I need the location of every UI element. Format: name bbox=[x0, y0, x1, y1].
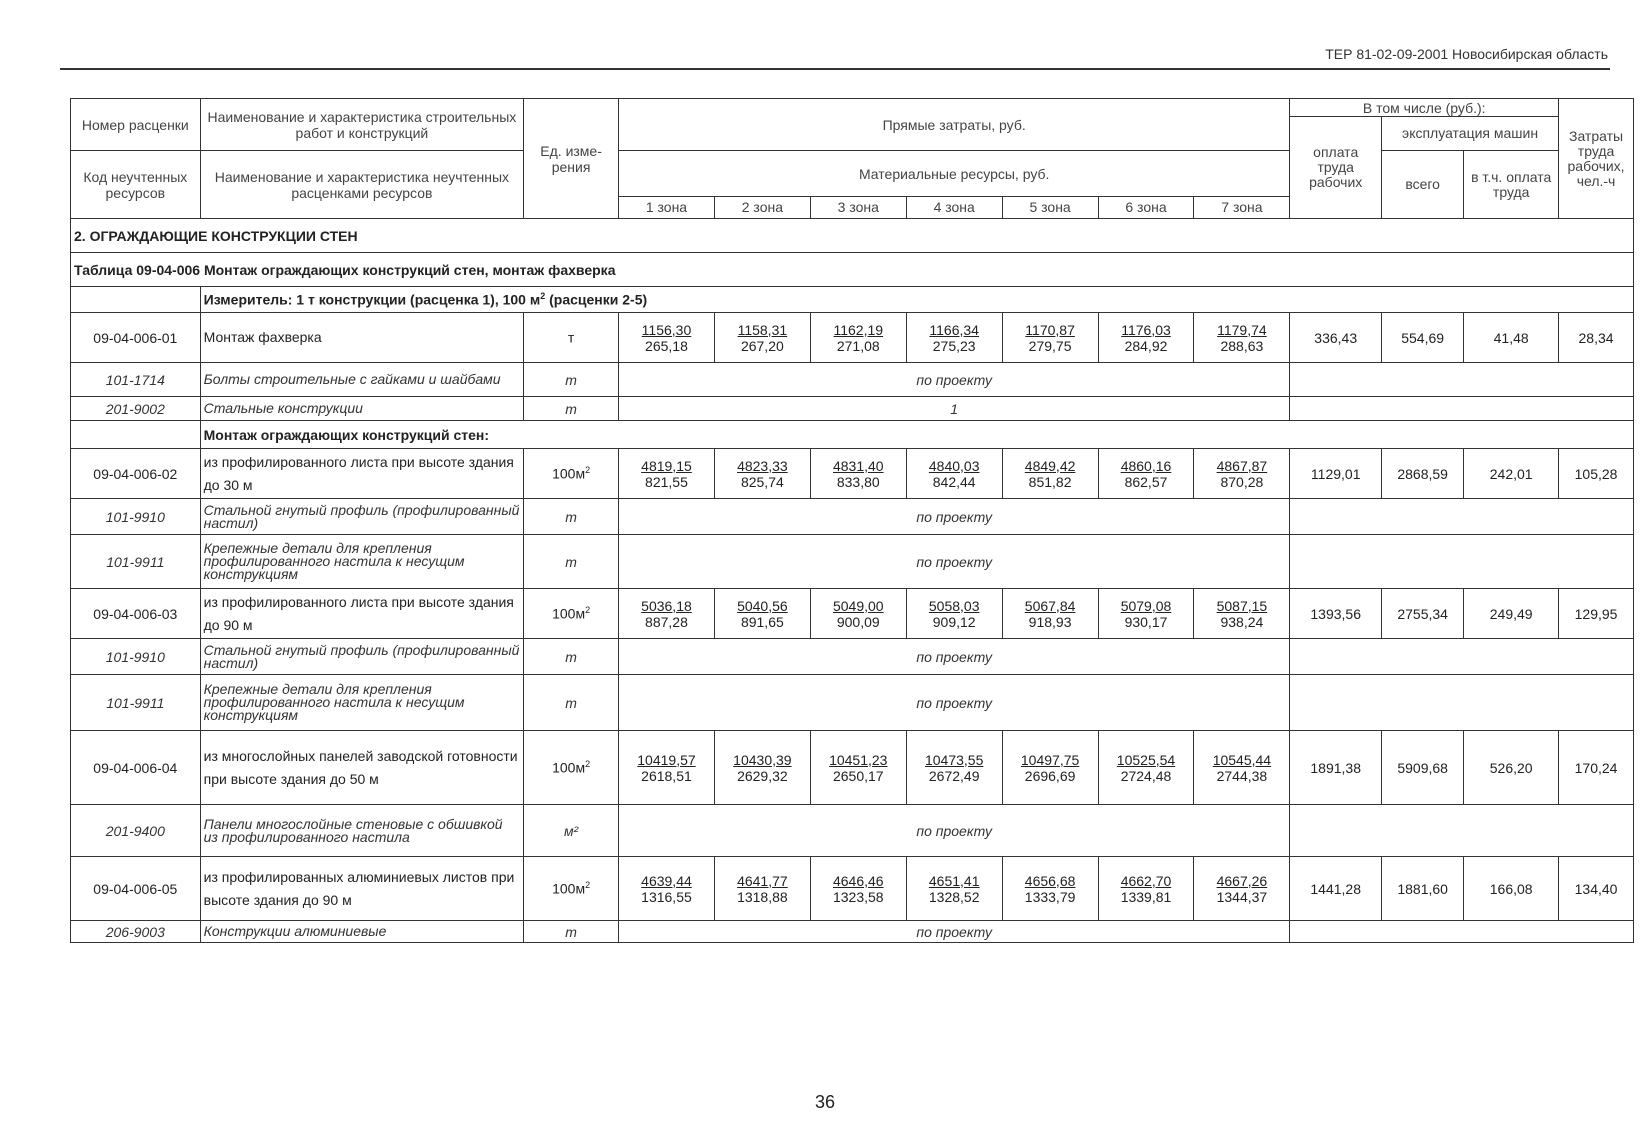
material-cost: 2724,48 bbox=[1120, 767, 1172, 784]
rate-row bbox=[71, 313, 1634, 363]
material-cost: 2696,69 bbox=[1024, 767, 1076, 784]
rate-name: из многослойных панелей заводской готовности при высоте здания до 50 м bbox=[200, 731, 524, 805]
zone-cost-5 bbox=[1002, 731, 1098, 805]
resource-value: по проекту bbox=[619, 921, 1290, 943]
resource-unit: т bbox=[524, 921, 619, 943]
rate-unit-sup: 2 bbox=[585, 605, 591, 616]
zone-cost-7 bbox=[1194, 731, 1290, 805]
resource-unit: т bbox=[524, 499, 619, 535]
head-number: Номер расценки bbox=[71, 99, 201, 151]
material-cost: 862,57 bbox=[1124, 473, 1168, 490]
head-machines-wage: в т.ч. оплата труда bbox=[1464, 151, 1559, 219]
resource-unit: т bbox=[524, 639, 619, 675]
material-cost: 2744,38 bbox=[1216, 767, 1268, 784]
material-cost: 851,82 bbox=[1028, 473, 1072, 490]
direct-cost: 1158,31 bbox=[737, 321, 788, 338]
measure-spacer bbox=[71, 287, 201, 313]
wage-cost: 1891,38 bbox=[1290, 731, 1382, 805]
labor-hours: 105,28 bbox=[1559, 449, 1634, 499]
material-cost: 1316,55 bbox=[641, 888, 692, 905]
resource-code: 206-9003 bbox=[71, 921, 201, 943]
rate-unit bbox=[524, 313, 619, 363]
zone-cost-6 bbox=[1098, 449, 1194, 499]
resource-code: 201-9002 bbox=[71, 397, 201, 421]
zone-cost-7 bbox=[1194, 313, 1290, 363]
zone-cost-2 bbox=[714, 857, 810, 921]
head-machines-total: всего bbox=[1382, 151, 1464, 219]
zone-cost-1 bbox=[619, 589, 715, 639]
material-cost: 900,09 bbox=[836, 613, 880, 630]
resource-unit: т bbox=[524, 675, 619, 731]
zone-cost-7 bbox=[1194, 857, 1290, 921]
material-cost: 887,28 bbox=[645, 613, 688, 630]
resource-empty bbox=[1290, 805, 1634, 857]
material-cost: 1333,79 bbox=[1024, 888, 1076, 905]
zone-cost-2 bbox=[714, 589, 810, 639]
rate-row bbox=[71, 857, 1634, 921]
zone-cost-3 bbox=[810, 449, 906, 499]
direct-cost: 10545,44 bbox=[1212, 751, 1272, 768]
resource-empty bbox=[1290, 499, 1634, 535]
zone-cost-7 bbox=[1194, 449, 1290, 499]
direct-cost: 4840,03 bbox=[928, 457, 980, 474]
direct-cost: 4646,46 bbox=[832, 872, 884, 889]
head-materials: Материальные ресурсы, руб. bbox=[619, 151, 1290, 197]
resource-name: Стальной гнутый профиль (профилированный настил) bbox=[200, 499, 524, 535]
rate-code: 09-04-006-03 bbox=[71, 589, 201, 639]
zone-cost-6 bbox=[1098, 857, 1194, 921]
zone-cost-2 bbox=[714, 449, 810, 499]
rate-code: 09-04-006-02 bbox=[71, 449, 201, 499]
resource-unit: м² bbox=[524, 805, 619, 857]
head-zone-7: 7 зона bbox=[1194, 197, 1290, 219]
direct-cost: 5040,56 bbox=[737, 597, 788, 614]
rate-name: из профилированных алюминиевых листов при высоте здания до 90 м bbox=[200, 857, 524, 921]
resource-name: Стальные конструкции bbox=[200, 397, 524, 421]
resource-row bbox=[71, 499, 1634, 535]
head-direct-costs: Прямые затраты, руб. bbox=[619, 99, 1290, 151]
resource-code: 101-9911 bbox=[71, 675, 201, 731]
resource-row bbox=[71, 921, 1634, 943]
subheading-spacer bbox=[71, 421, 201, 449]
direct-cost: 4651,41 bbox=[928, 872, 980, 889]
resource-value: по проекту bbox=[619, 499, 1290, 535]
material-cost: 930,17 bbox=[1124, 613, 1168, 630]
machine-wage-cost: 526,20 bbox=[1464, 731, 1559, 805]
resource-name: Стальной гнутый профиль (профилированный настил) bbox=[200, 639, 524, 675]
resource-row bbox=[71, 363, 1634, 397]
direct-cost: 10419,57 bbox=[637, 751, 696, 768]
resource-empty bbox=[1290, 675, 1634, 731]
resource-code: 101-9911 bbox=[71, 535, 201, 589]
resource-code: 101-9910 bbox=[71, 499, 201, 535]
labor-hours: 129,95 bbox=[1559, 589, 1634, 639]
direct-cost: 5049,00 bbox=[832, 597, 884, 614]
rate-row bbox=[71, 589, 1634, 639]
resource-name: Конструкции алюминиевые bbox=[200, 921, 524, 943]
material-cost: 870,28 bbox=[1220, 473, 1264, 490]
labor-hours: 28,34 bbox=[1559, 313, 1634, 363]
resource-row bbox=[71, 805, 1634, 857]
direct-cost: 4641,77 bbox=[737, 872, 788, 889]
material-cost: 1344,37 bbox=[1216, 888, 1268, 905]
material-cost: 891,65 bbox=[740, 613, 784, 630]
resource-row bbox=[71, 535, 1634, 589]
machine-wage-cost: 166,08 bbox=[1464, 857, 1559, 921]
head-zone-2: 2 зона bbox=[714, 197, 810, 219]
direct-cost: 10473,55 bbox=[924, 751, 984, 768]
zone-cost-4 bbox=[906, 731, 1002, 805]
rate-unit-text: 100м bbox=[552, 465, 586, 482]
direct-cost: 5058,03 bbox=[928, 597, 980, 614]
zone-cost-1 bbox=[619, 857, 715, 921]
head-unit: Ед. изме-рения bbox=[524, 99, 619, 219]
direct-cost: 10525,54 bbox=[1116, 751, 1176, 768]
material-cost: 271,08 bbox=[836, 337, 880, 354]
direct-cost: 1166,34 bbox=[929, 321, 979, 338]
material-cost: 2650,17 bbox=[832, 767, 884, 784]
machine-wage-cost: 242,01 bbox=[1464, 449, 1559, 499]
resource-name: Крепежные детали для крепления профилированного настила к несущим конструкциям bbox=[200, 535, 524, 589]
document-reference: ТЕР 81-02-09-2001 Новосибирская область bbox=[1325, 46, 1608, 62]
zone-cost-1 bbox=[619, 449, 715, 499]
direct-cost: 4819,15 bbox=[641, 457, 692, 474]
zone-cost-4 bbox=[906, 313, 1002, 363]
machine-cost: 2755,34 bbox=[1382, 589, 1464, 639]
rate-name: Монтаж фахверка bbox=[200, 313, 524, 363]
rate-name: из профилированного листа при высоте здания до 90 м bbox=[200, 589, 524, 639]
rate-unit-text: 100м bbox=[552, 759, 586, 776]
resource-value: по проекту bbox=[619, 639, 1290, 675]
resource-row bbox=[71, 397, 1634, 421]
labor-hours: 170,24 bbox=[1559, 731, 1634, 805]
section-title: 2. ОГРАЖДАЮЩИЕ КОНСТРУКЦИИ СТЕН bbox=[71, 219, 1634, 253]
machine-cost: 1881,60 bbox=[1382, 857, 1464, 921]
head-resource-code: Код неучтенных ресурсов bbox=[71, 151, 201, 219]
material-cost: 821,55 bbox=[645, 473, 688, 490]
head-including: В том числе (руб.): bbox=[1290, 99, 1559, 117]
measure-line: Измеритель: 1 т конструкции (расценка 1), 100 $м^2$ (расценки 2-5) bbox=[200, 287, 1633, 313]
direct-cost: 1162,19 bbox=[833, 321, 884, 338]
resource-unit: т bbox=[524, 363, 619, 397]
rate-unit bbox=[524, 857, 619, 921]
head-zone-1: 1 зона bbox=[619, 197, 715, 219]
resource-code: 101-1714 bbox=[71, 363, 201, 397]
material-cost: 2629,32 bbox=[737, 767, 788, 784]
direct-cost: 4656,68 bbox=[1024, 872, 1076, 889]
direct-cost: 5067,84 bbox=[1024, 597, 1076, 614]
rate-unit-sup: 2 bbox=[585, 880, 591, 891]
machine-wage-cost: 41,48 bbox=[1464, 313, 1559, 363]
material-cost: 1318,88 bbox=[737, 888, 788, 905]
material-cost: 1328,52 bbox=[928, 888, 980, 905]
zone-cost-3 bbox=[810, 313, 906, 363]
rate-unit bbox=[524, 589, 619, 639]
resource-unit: т bbox=[524, 397, 619, 421]
zone-cost-5 bbox=[1002, 313, 1098, 363]
resource-row bbox=[71, 639, 1634, 675]
material-cost: 938,24 bbox=[1220, 613, 1264, 630]
rate-unit bbox=[524, 731, 619, 805]
direct-cost: 10451,23 bbox=[829, 751, 888, 768]
material-cost: 1339,81 bbox=[1120, 888, 1172, 905]
subheading: Монтаж ограждающих конструкций стен: bbox=[200, 421, 1633, 449]
material-cost: 833,80 bbox=[836, 473, 880, 490]
head-wage: оплата труда рабочих bbox=[1290, 117, 1382, 219]
resource-empty bbox=[1290, 639, 1634, 675]
direct-cost: 1170,87 bbox=[1025, 321, 1075, 338]
resource-code: 101-9910 bbox=[71, 639, 201, 675]
rate-unit bbox=[524, 449, 619, 499]
resource-value: по проекту bbox=[619, 675, 1290, 731]
wage-cost: 1441,28 bbox=[1290, 857, 1382, 921]
zone-cost-6 bbox=[1098, 731, 1194, 805]
resource-empty bbox=[1290, 363, 1634, 397]
machine-cost: 554,69 bbox=[1382, 313, 1464, 363]
direct-cost: 4823,33 bbox=[737, 457, 788, 474]
zone-cost-5 bbox=[1002, 449, 1098, 499]
rate-unit-text: т bbox=[567, 329, 575, 346]
material-cost: 2672,49 bbox=[928, 767, 980, 784]
head-machines: эксплуатация машин bbox=[1382, 117, 1559, 151]
material-cost: 265,18 bbox=[645, 337, 688, 354]
material-cost: 842,44 bbox=[932, 473, 976, 490]
zone-cost-6 bbox=[1098, 589, 1194, 639]
wage-cost: 336,43 bbox=[1290, 313, 1382, 363]
direct-cost: 4662,70 bbox=[1120, 872, 1172, 889]
zone-cost-3 bbox=[810, 731, 906, 805]
zone-cost-2 bbox=[714, 313, 810, 363]
rate-unit-text: 100м bbox=[552, 605, 586, 622]
rate-row bbox=[71, 731, 1634, 805]
direct-cost: 4639,44 bbox=[641, 872, 692, 889]
resource-empty bbox=[1290, 535, 1634, 589]
zone-cost-1 bbox=[619, 731, 715, 805]
head-labor: Затраты труда рабочих, чел.-ч bbox=[1559, 99, 1634, 219]
zone-cost-2 bbox=[714, 731, 810, 805]
direct-cost: 1179,74 bbox=[1217, 321, 1267, 338]
labor-hours: 134,40 bbox=[1559, 857, 1634, 921]
rate-unit-sup: 2 bbox=[585, 465, 591, 476]
material-cost: 275,23 bbox=[932, 337, 976, 354]
zone-cost-1 bbox=[619, 313, 715, 363]
direct-cost: 4831,40 bbox=[832, 457, 884, 474]
direct-cost: 5079,08 bbox=[1120, 597, 1172, 614]
direct-cost: 4849,42 bbox=[1024, 457, 1076, 474]
zone-cost-5 bbox=[1002, 857, 1098, 921]
head-zone-5: 5 зона bbox=[1002, 197, 1098, 219]
machine-cost: 5909,68 bbox=[1382, 731, 1464, 805]
rate-code: 09-04-006-05 bbox=[71, 857, 201, 921]
head-zone-3: 3 зона bbox=[810, 197, 906, 219]
zone-cost-6 bbox=[1098, 313, 1194, 363]
machine-wage-cost: 249,49 bbox=[1464, 589, 1559, 639]
head-zone-6: 6 зона bbox=[1098, 197, 1194, 219]
machine-cost: 2868,59 bbox=[1382, 449, 1464, 499]
material-cost: 2618,51 bbox=[641, 767, 692, 784]
direct-cost: 1156,30 bbox=[641, 321, 692, 338]
material-cost: 288,63 bbox=[1220, 337, 1264, 354]
rate-unit-text: 100м bbox=[552, 880, 586, 897]
rates-table bbox=[70, 98, 1634, 943]
zone-cost-5 bbox=[1002, 589, 1098, 639]
resource-value: по проекту bbox=[619, 805, 1290, 857]
direct-cost: 4860,16 bbox=[1120, 457, 1172, 474]
direct-cost: 5087,15 bbox=[1216, 597, 1268, 614]
material-cost: 267,20 bbox=[740, 337, 784, 354]
resource-unit: т bbox=[524, 535, 619, 589]
header-rule bbox=[60, 68, 1610, 70]
resource-empty bbox=[1290, 921, 1634, 943]
wage-cost: 1393,56 bbox=[1290, 589, 1382, 639]
material-cost: 918,93 bbox=[1028, 613, 1072, 630]
zone-cost-3 bbox=[810, 857, 906, 921]
direct-cost: 10497,75 bbox=[1020, 751, 1080, 768]
direct-cost: 5036,18 bbox=[641, 597, 692, 614]
rate-row bbox=[71, 449, 1634, 499]
resource-value: по проекту bbox=[619, 535, 1290, 589]
resource-value: 1 bbox=[619, 397, 1290, 421]
zone-cost-7 bbox=[1194, 589, 1290, 639]
material-cost: 279,75 bbox=[1028, 337, 1072, 354]
material-cost: 284,92 bbox=[1124, 337, 1168, 354]
material-cost: 1323,58 bbox=[832, 888, 884, 905]
material-cost: 825,74 bbox=[740, 473, 784, 490]
page-number: 36 bbox=[814, 1092, 836, 1112]
direct-cost: 4667,26 bbox=[1216, 872, 1268, 889]
head-zone-4: 4 зона bbox=[906, 197, 1002, 219]
resource-code: 201-9400 bbox=[71, 805, 201, 857]
zone-cost-3 bbox=[810, 589, 906, 639]
wage-cost: 1129,01 bbox=[1290, 449, 1382, 499]
zone-cost-4 bbox=[906, 449, 1002, 499]
resource-name: Панели многослойные стеновые с обшивкой из профилированного настила bbox=[200, 805, 524, 857]
resource-value: по проекту bbox=[619, 363, 1290, 397]
rate-code: 09-04-006-01 bbox=[71, 313, 201, 363]
direct-cost: 10430,39 bbox=[733, 751, 792, 768]
rate-name: из профилированного листа при высоте здания до 30 м bbox=[200, 449, 524, 499]
material-cost: 909,12 bbox=[932, 613, 976, 630]
direct-cost: 4867,87 bbox=[1216, 457, 1268, 474]
rate-code: 09-04-006-04 bbox=[71, 731, 201, 805]
resource-name: Крепежные детали для крепления профилированного настила к несущим конструкциям bbox=[200, 675, 524, 731]
head-resource-name: Наименование и характеристика неучтенных расценками ресурсов bbox=[200, 151, 524, 219]
resource-row bbox=[71, 675, 1634, 731]
head-work-name: Наименование и характеристика строительных работ и конструкций bbox=[200, 99, 524, 151]
zone-cost-4 bbox=[906, 589, 1002, 639]
resource-name: Болты строительные с гайками и шайбами bbox=[200, 363, 524, 397]
direct-cost: 1176,03 bbox=[1121, 321, 1171, 338]
rate-unit-sup: 2 bbox=[585, 759, 591, 770]
table-title: Таблица 09-04-006 Монтаж ограждающих конструкций стен, монтаж фахверка bbox=[71, 253, 1634, 287]
zone-cost-4 bbox=[906, 857, 1002, 921]
resource-empty bbox=[1290, 397, 1634, 421]
